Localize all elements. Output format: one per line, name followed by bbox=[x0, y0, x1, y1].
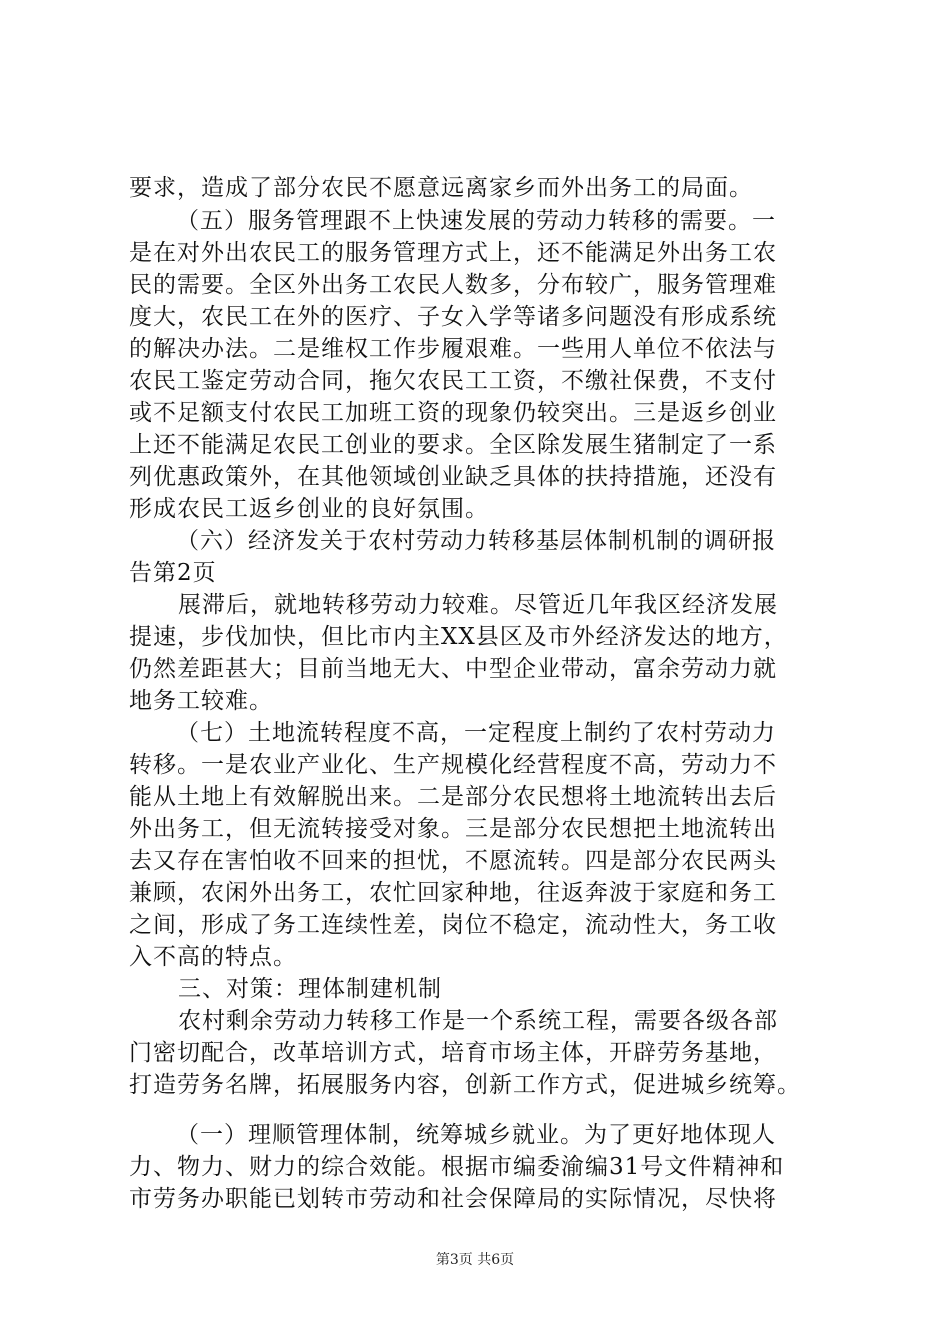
text-line: 形成农民工返乡创业的良好氛围。 bbox=[129, 496, 489, 522]
text-line: 民的需要。全区外出务工农民人数多，分布较广，服务管理难 bbox=[129, 272, 777, 298]
text-line: 地务工较难。 bbox=[129, 688, 273, 714]
text-line: 展滞后，就地转移劳动力较难。尽管近几年我区经济发展 bbox=[178, 592, 778, 618]
text-line: 能从土地上有效解脱出来。二是部分农民想将土地流转出去后 bbox=[129, 784, 777, 810]
text-line: 打造劳务名牌，拓展服务内容，创新工作方式，促进城乡统筹。 bbox=[129, 1072, 801, 1098]
text-line: 上还不能满足农民工创业的要求。全区除发展生猪制定了一系 bbox=[129, 432, 777, 458]
text-line: 去又存在害怕收不回来的担忧，不愿流转。四是部分农民两头 bbox=[129, 848, 777, 874]
paragraph-heading-6: （六）经济发关于农村劳动力转移基层体制机制的调研报 bbox=[176, 528, 776, 554]
text-line: 告第2页 bbox=[129, 560, 217, 586]
section-heading: 三、对策：理体制建机制 bbox=[178, 976, 442, 1002]
text-line: 度大，农民工在外的医疗、子女入学等诸多问题没有形成系统 bbox=[129, 304, 777, 330]
text-line: 列优惠政策外，在其他领域创业缺乏具体的扶持措施，还没有 bbox=[129, 464, 777, 490]
text-line: 力、物力、财力的综合效能。根据市编委渝编31号文件精神和 bbox=[129, 1154, 785, 1180]
text-line: 转移。一是农业产业化、生产规模化经营程度不高，劳动力不 bbox=[129, 752, 777, 778]
text-line: 市劳务办职能已划转市劳动和社会保障局的实际情况，尽快将 bbox=[129, 1186, 777, 1212]
text-line: 或不足额支付农民工加班工资的现象仍较突出。三是返乡创业 bbox=[129, 400, 777, 426]
text-line: 农村剩余劳动力转移工作是一个系统工程，需要各级各部 bbox=[178, 1008, 778, 1034]
paragraph-heading-5: （五）服务管理跟不上快速发展的劳动力转移的需要。一 bbox=[176, 208, 776, 234]
text-line: 仍然差距甚大；目前当地无大、中型企业带动，富余劳动力就 bbox=[129, 656, 777, 682]
text-line: 是在对外出农民工的服务管理方式上，还不能满足外出务工农 bbox=[129, 240, 777, 266]
text-line: 外出务工，但无流转接受对象。三是部分农民想把土地流转出 bbox=[129, 816, 777, 842]
page-footer: 第3页 共6页 bbox=[435, 1252, 515, 1268]
paragraph-heading-1: （一）理顺管理体制，统筹城乡就业。为了更好地体现人 bbox=[176, 1122, 776, 1148]
text-line: 的解决办法。二是维权工作步履艰难。一些用人单位不依法与 bbox=[129, 336, 777, 362]
text-line: 提速，步伐加快，但比市内主XX县区及市外经济发达的地方， bbox=[129, 624, 788, 650]
text-line: 门密切配合，改革培训方式，培育市场主体，开辟劳务基地， bbox=[129, 1040, 777, 1066]
text-line: 兼顾，农闲外出务工，农忙回家种地，往返奔波于家庭和务工 bbox=[129, 880, 777, 906]
text-line: 入不高的特点。 bbox=[129, 944, 297, 970]
text-line: 要求，造成了部分农民不愿意远离家乡而外出务工的局面。 bbox=[129, 175, 753, 201]
text-line: 农民工鉴定劳动合同，拖欠农民工工资，不缴社保费，不支付 bbox=[129, 368, 777, 394]
paragraph-heading-7: （七）土地流转程度不高，一定程度上制约了农村劳动力 bbox=[176, 720, 776, 746]
text-line: 之间，形成了务工连续性差，岗位不稳定，流动性大，务工收 bbox=[129, 912, 777, 938]
